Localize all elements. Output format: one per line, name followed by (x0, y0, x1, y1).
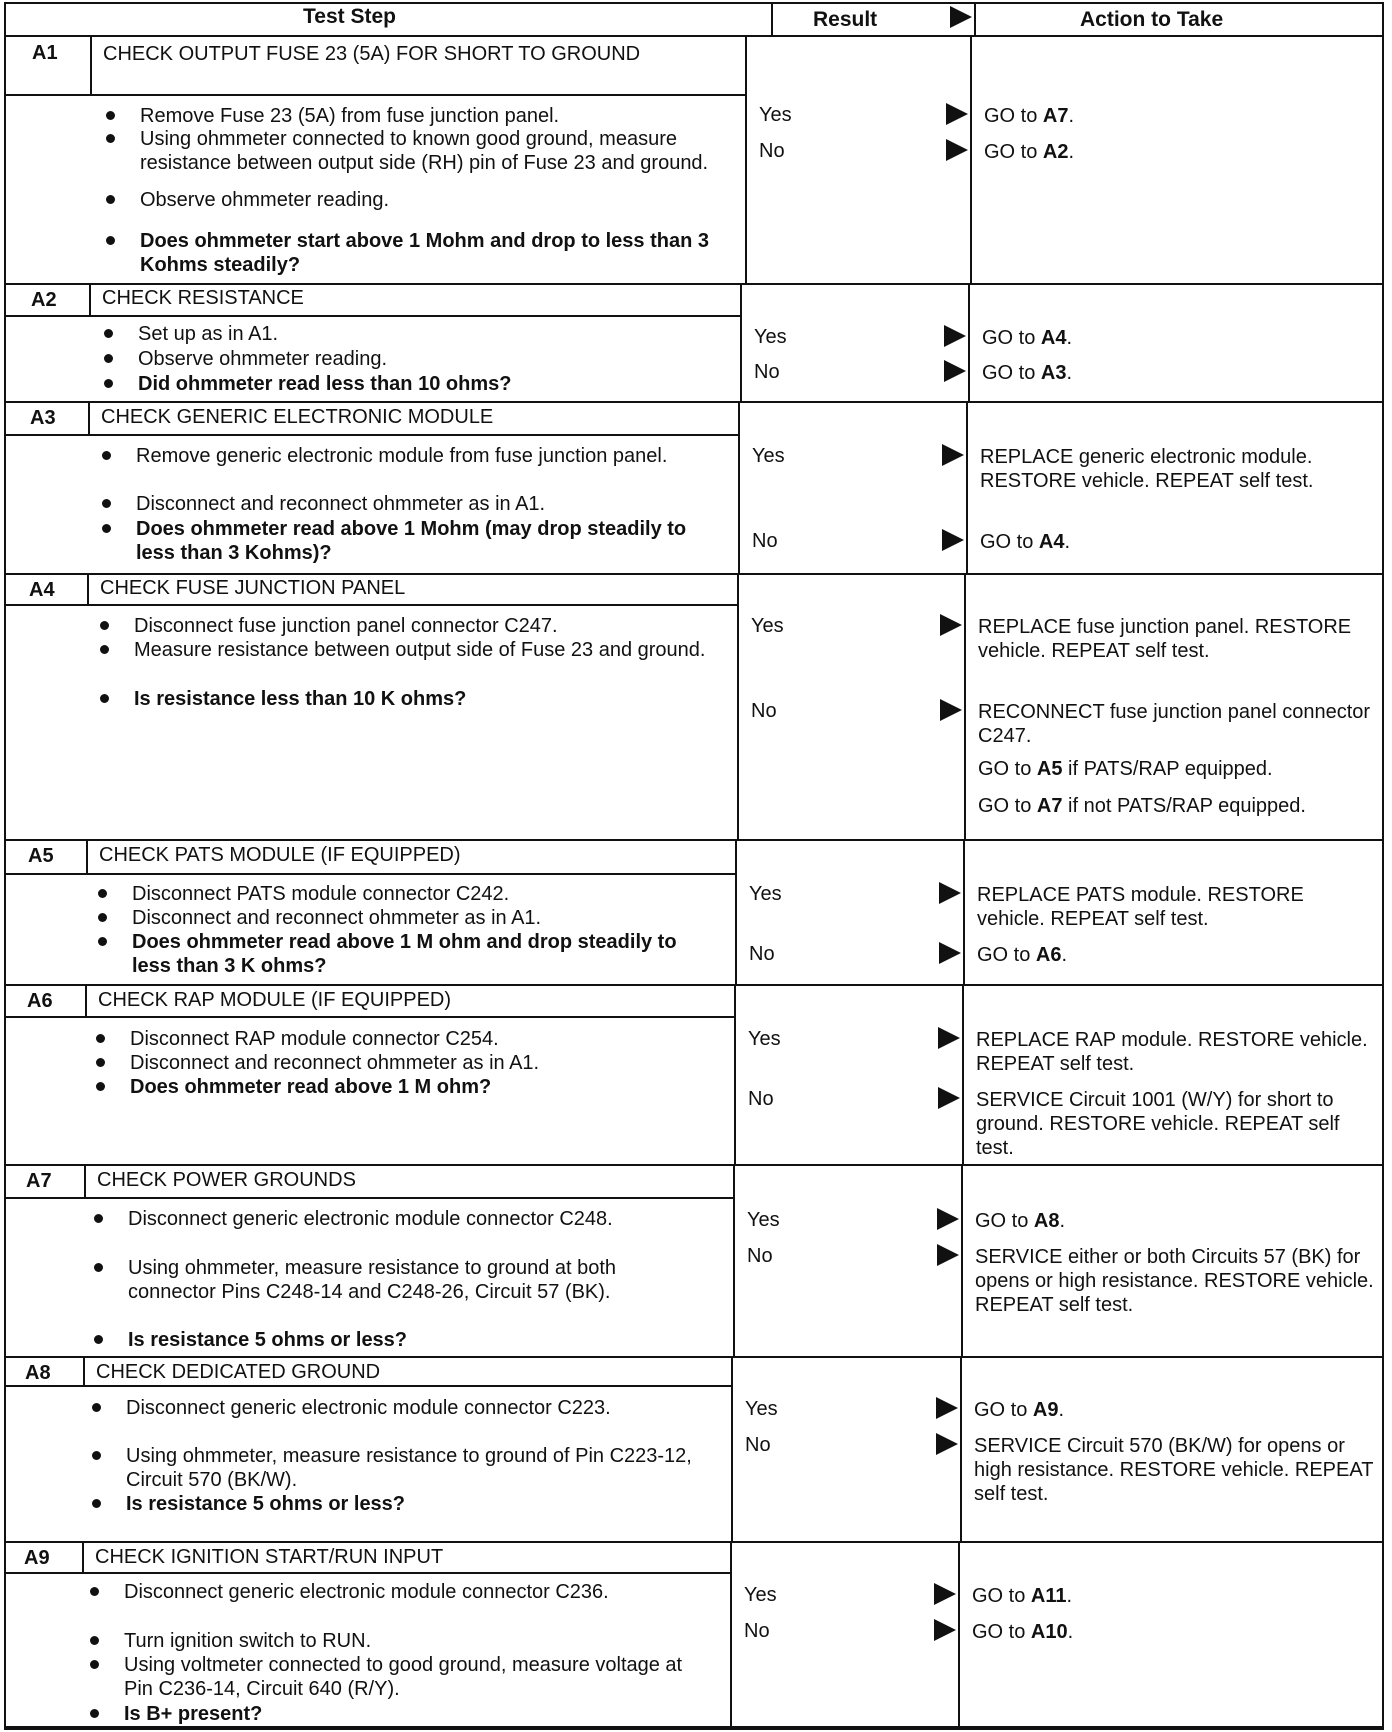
action-step-ref: A7 (1042, 105, 1069, 127)
result-yes-a6: Yes (748, 1028, 781, 1050)
action-text: RECONNECT fuse junction panel connector C247. (978, 701, 1371, 747)
action-suffix: . (1067, 1621, 1074, 1643)
action-step-ref: A4 (1040, 327, 1067, 349)
step-item-a2-3: Did ohmmeter read less than 10 ohms? (138, 372, 723, 396)
result-no-a9: No (744, 1620, 770, 1642)
action-yes-a9 (972, 1584, 1376, 1608)
step-item-a3-2: Disconnect and reconnect ohmmeter as in A1. (136, 492, 719, 516)
action-yes-a7 (975, 1209, 1376, 1233)
action-step-ref: A6 (1035, 944, 1062, 966)
col-separator-result-a8 (731, 1356, 733, 1541)
action-step-ref: A3 (1040, 362, 1067, 384)
code-separator-a1 (90, 36, 92, 94)
action-text: GO to (977, 944, 1036, 966)
action-step-ref: A4 (1038, 531, 1065, 553)
title-border-a6 (4, 1016, 734, 1018)
row-border-a4 (4, 839, 1384, 841)
row-border-a5 (4, 984, 1384, 986)
action-suffix: . (1064, 531, 1071, 553)
header-separator-result (771, 2, 773, 36)
result-yes-a8: Yes (745, 1398, 778, 1420)
result-yes-a9: Yes (744, 1584, 777, 1606)
action-step-ref: A9 (1032, 1399, 1059, 1421)
step-item-a4-1: Disconnect fuse junction panel connector C247. (134, 614, 716, 638)
step-code-a9: A9 (24, 1547, 50, 1569)
step-title-a6: CHECK RAP MODULE (IF EQUIPPED) (98, 989, 452, 1011)
result-yes-a3: Yes (752, 445, 785, 467)
code-separator-a4 (87, 573, 89, 604)
header-test-step: Test Step (303, 5, 396, 28)
step-item-a4-2: Measure resistance between output side of Fuse 23 and ground. (134, 638, 716, 662)
arrow-icon (939, 882, 961, 904)
action-suffix: if not PATS/RAP equipped. (1062, 795, 1306, 817)
step-code-a5: A5 (28, 845, 54, 867)
step-code-a6: A6 (27, 990, 53, 1012)
step-item-a8-3: Is resistance 5 ohms or less? (126, 1492, 702, 1516)
step-item-a5-3: Does ohmmeter read above 1 M ohm and drop steadily to less than 3 K ohms? (132, 930, 712, 978)
action-no-a9 (972, 1620, 1376, 1644)
arrow-icon (936, 1433, 958, 1455)
step-title-a2: CHECK RESISTANCE (102, 287, 304, 309)
row-border-a1 (4, 283, 1384, 285)
col-separator-action-a4 (964, 573, 966, 839)
action-text: GO to (980, 531, 1039, 553)
col-separator-action-a5 (963, 839, 965, 984)
code-separator-a7 (84, 1164, 86, 1197)
action-suffix: . (1068, 141, 1075, 163)
col-separator-result-a1 (745, 36, 747, 283)
action-step-ref: A5 (1036, 758, 1063, 780)
code-separator-a5 (86, 839, 88, 873)
result-no-a3: No (752, 530, 778, 552)
col-separator-result-a6 (734, 984, 736, 1164)
arrow-icon (937, 1244, 959, 1266)
row-border-a6 (4, 1164, 1384, 1166)
col-separator-action-a1 (970, 36, 972, 283)
step-code-a1: A1 (32, 42, 58, 64)
action-no-a6 (976, 1088, 1376, 1160)
action-text: GO to (975, 1210, 1034, 1232)
arrow-icon (942, 444, 964, 466)
step-item-a8-2: Using ohmmeter, measure resistance to ground of Pin C223-12, Circuit 570 (BK/W). (126, 1444, 702, 1492)
title-border-a4 (4, 604, 737, 606)
arrow-icon (942, 529, 964, 551)
action-yes-a2 (982, 326, 1376, 350)
action-step-ref: A11 (1030, 1585, 1067, 1607)
action-no-a7 (975, 1245, 1376, 1317)
action-suffix: . (1066, 1585, 1073, 1607)
col-separator-result-a9 (730, 1541, 732, 1728)
step-title-a9: CHECK IGNITION START/RUN INPUT (95, 1546, 444, 1568)
arrow-icon (936, 1397, 958, 1419)
result-no-a4: No (751, 700, 777, 722)
title-border-a2 (4, 315, 740, 317)
step-item-a6-2: Disconnect and reconnect ohmmeter as in A1. (130, 1051, 709, 1075)
action-no-a5 (977, 943, 1376, 967)
row-border-a7 (4, 1356, 1384, 1358)
action-yes-a3 (980, 445, 1376, 493)
action-text: GO to (984, 141, 1043, 163)
result-no-a2: No (754, 361, 780, 383)
title-border-a7 (4, 1197, 733, 1199)
result-yes-a4: Yes (751, 615, 784, 637)
action-yes-a1 (984, 104, 1376, 128)
step-item-a9-2: Turn ignition switch to RUN. (124, 1629, 699, 1653)
result-no-a1: No (759, 140, 785, 162)
step-item-a3-3: Does ohmmeter read above 1 Mohm (may drop steadily to less than 3 Kohms)? (136, 517, 719, 565)
action-no-a2 (982, 361, 1376, 385)
header-result: Result (813, 8, 878, 31)
action-no-a1 (984, 140, 1376, 164)
title-border-a8 (4, 1385, 731, 1387)
step-item-a1-3: Observe ohmmeter reading. (140, 188, 730, 212)
action-suffix: . (1066, 327, 1073, 349)
col-separator-action-a8 (960, 1356, 962, 1541)
arrow-icon (944, 325, 966, 347)
step-title-a4: CHECK FUSE JUNCTION PANEL (100, 577, 406, 599)
step-item-a9-4: Is B+ present? (124, 1702, 699, 1726)
action-suffix: . (1059, 1210, 1066, 1232)
step-item-a3-1: Remove generic electronic module from fuse junction panel. (136, 444, 719, 468)
arrow-icon (946, 103, 968, 125)
step-item-a7-3: Is resistance 5 ohms or less? (128, 1328, 706, 1352)
step-item-a1-4: Does ohmmeter start above 1 Mohm and drop to less than 3 Kohms steadily? (140, 229, 730, 277)
action-yes-a5 (977, 883, 1376, 931)
arrow-icon (937, 1208, 959, 1230)
col-separator-result-a5 (735, 839, 737, 984)
col-separator-result-a2 (740, 283, 742, 401)
step-item-a8-1: Disconnect generic electronic module connector C223. (126, 1396, 702, 1420)
code-separator-a9 (82, 1541, 84, 1572)
col-separator-result-a7 (733, 1164, 735, 1356)
action-suffix: . (1058, 1399, 1065, 1421)
action-yes-a4 (978, 615, 1376, 663)
step-item-a6-3: Does ohmmeter read above 1 M ohm? (130, 1075, 709, 1099)
action-suffix: . (1061, 944, 1068, 966)
step-item-a6-1: Disconnect RAP module connector C254. (130, 1027, 709, 1051)
result-no-a5: No (749, 943, 775, 965)
result-yes-a5: Yes (749, 883, 782, 905)
action-step-ref: A7 (1036, 795, 1063, 817)
action-step-ref: A2 (1042, 141, 1069, 163)
step-item-a7-1: Disconnect generic electronic module connector C248. (128, 1207, 706, 1231)
col-separator-action-a6 (962, 984, 964, 1164)
step-title-a8: CHECK DEDICATED GROUND (96, 1361, 381, 1383)
step-code-a4: A4 (29, 579, 55, 601)
col-separator-action-a9 (958, 1541, 960, 1728)
header-arrow-icon (950, 6, 972, 28)
result-no-a7: No (747, 1245, 773, 1267)
result-yes-a7: Yes (747, 1209, 780, 1231)
action-text: REPLACE fuse junction panel. RESTORE vehicle. REPEAT self test. (978, 616, 1352, 662)
action-no-a4-1 (978, 700, 1376, 748)
title-border-a1 (4, 94, 745, 96)
arrow-icon (939, 942, 961, 964)
row-border-a3 (4, 573, 1384, 575)
step-title-a7: CHECK POWER GROUNDS (97, 1169, 356, 1191)
action-text: GO to (974, 1399, 1033, 1421)
action-text: GO to (984, 105, 1043, 127)
arrow-icon (940, 614, 962, 636)
step-item-a1-2: Using ohmmeter connected to known good ground, measure resistance between output side (RH) pin of Fuse 23 and ground. (140, 127, 730, 175)
arrow-icon (934, 1619, 956, 1641)
col-separator-action-a2 (968, 283, 970, 401)
action-text: GO to (982, 327, 1041, 349)
arrow-icon (938, 1087, 960, 1109)
step-code-a7: A7 (26, 1170, 52, 1192)
action-text: SERVICE Circuit 570 (BK/W) for opens or high resistance. RESTORE vehicle. REPEAT self test. (974, 1435, 1374, 1505)
step-title-a5: CHECK PATS MODULE (IF EQUIPPED) (99, 844, 461, 866)
arrow-icon (934, 1583, 956, 1605)
action-text: SERVICE Circuit 1001 (W/Y) for short to ground. RESTORE vehicle. REPEAT self test. (976, 1089, 1340, 1159)
action-step-ref: A10 (1030, 1621, 1068, 1643)
step-item-a2-1: Set up as in A1. (138, 322, 723, 346)
step-item-a2-2: Observe ohmmeter reading. (138, 347, 723, 371)
title-border-a9 (4, 1572, 730, 1574)
result-yes-a1: Yes (759, 104, 792, 126)
arrow-icon (946, 139, 968, 161)
row-border-a9 (4, 1728, 1384, 1730)
step-title-a3: CHECK GENERIC ELECTRONIC MODULE (101, 406, 494, 428)
action-no-a3 (980, 530, 1376, 554)
action-text: REPLACE PATS module. RESTORE vehicle. REPEAT self test. (977, 884, 1304, 930)
arrow-icon (944, 360, 966, 382)
step-code-a2: A2 (31, 289, 57, 311)
row-border-a2 (4, 401, 1384, 403)
code-separator-a6 (85, 984, 87, 1016)
action-no-a8 (974, 1434, 1376, 1506)
action-text: GO to (978, 795, 1037, 817)
step-item-a9-1: Disconnect generic electronic module connector C236. (124, 1580, 699, 1604)
code-separator-a3 (88, 401, 90, 434)
action-yes-a8 (974, 1398, 1376, 1422)
step-item-a5-2: Disconnect and reconnect ohmmeter as in A1. (132, 906, 712, 930)
action-text: SERVICE either or both Circuits 57 (BK) for opens or high resistance. RESTORE vehicle. REPEAT self test. (975, 1246, 1374, 1316)
header-separator-action (974, 2, 976, 36)
step-item-a9-3: Using voltmeter connected to good ground, measure voltage at Pin C236-14, Circuit 640 (R/Y). (124, 1653, 699, 1701)
arrow-icon (940, 699, 962, 721)
title-border-a3 (4, 434, 738, 436)
action-suffix: if PATS/RAP equipped. (1062, 758, 1273, 780)
action-suffix: . (1068, 105, 1075, 127)
action-text: GO to (972, 1585, 1031, 1607)
row-border-a8 (4, 1541, 1384, 1543)
col-separator-result-a3 (738, 401, 740, 573)
step-item-a4-3: Is resistance less than 10 K ohms? (134, 687, 716, 711)
action-text: REPLACE generic electronic module. RESTORE vehicle. REPEAT self test. (980, 446, 1314, 492)
col-separator-action-a3 (966, 401, 968, 573)
action-yes-a6 (976, 1028, 1376, 1076)
header-bottom-border (4, 35, 1384, 37)
col-separator-result-a4 (737, 573, 739, 839)
step-code-a3: A3 (30, 407, 56, 429)
action-step-ref: A8 (1033, 1210, 1060, 1232)
step-title-a1: CHECK OUTPUT FUSE 23 (5A) FOR SHORT TO GROUND (103, 43, 641, 65)
step-code-a8: A8 (25, 1362, 51, 1384)
result-yes-a2: Yes (754, 326, 787, 348)
code-separator-a2 (89, 283, 91, 315)
action-no-a4-2 (978, 757, 1376, 781)
action-no-a4-3 (978, 794, 1376, 818)
action-suffix: . (1066, 362, 1073, 384)
action-text: GO to (972, 1621, 1031, 1643)
code-separator-a8 (83, 1356, 85, 1385)
step-item-a5-1: Disconnect PATS module connector C242. (132, 882, 712, 906)
step-item-a1-1: Remove Fuse 23 (5A) from fuse junction panel. (140, 104, 730, 128)
title-border-a5 (4, 873, 735, 875)
result-no-a6: No (748, 1088, 774, 1110)
result-no-a8: No (745, 1434, 771, 1456)
step-item-a7-2: Using ohmmeter, measure resistance to ground at both connector Pins C248-14 and C248-26, Circuit 57 (BK). (128, 1256, 706, 1304)
col-separator-action-a7 (961, 1164, 963, 1356)
arrow-icon (938, 1027, 960, 1049)
header-action: Action to Take (1080, 8, 1224, 31)
action-text: GO to (982, 362, 1041, 384)
action-text: REPLACE RAP module. RESTORE vehicle. REPEAT self test. (976, 1029, 1368, 1075)
action-text: GO to (978, 758, 1037, 780)
